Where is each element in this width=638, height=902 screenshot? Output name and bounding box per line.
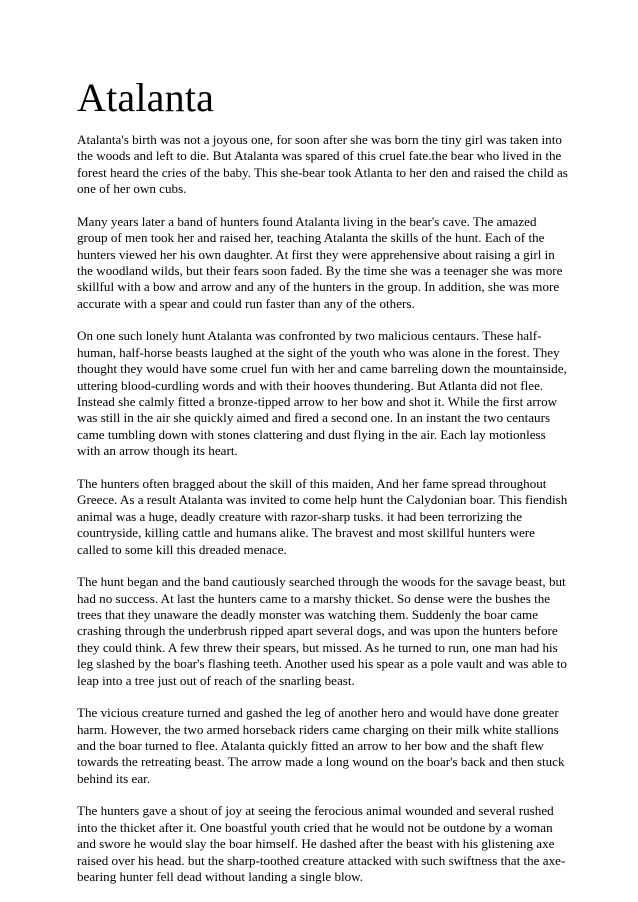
paragraph-calydonian-boar: The hunters often bragged about the skill of this maiden, And her fame spread throughout Greece. As a result Atalanta was invited to come help hunt the Calydonian boar. This fiendish animal was a huge, deadly creature with razor-sharp tusks. it had been terrorizing the countryside, killing cattle and humans alike. The bravest and most skillful hunters were called to some kill this dreaded menace. xyxy=(77,475,568,557)
paragraph-hunt-begins: The hunt began and the band cautiously searched through the woods for the savage beast, but had no success. At last the hunters came to a marshy thicket. So dense were the bushes the trees that they unaware the deadly monster was watching them. Suddenly the boar came crashing through the underbrush ripped apart several dogs, and was upon the hunters before they could think. A few threw their spears, but missed. As he turned to run, one man had his leg slashed by the boar's flashing teeth. Another used his spear as a pole vault and was able to leap into a tree just out of reach of the snarling beast. xyxy=(77,574,567,688)
page-title: Atalanta xyxy=(77,75,215,120)
paragraph-hunters: Many years later a band of hunters found Atalanta living in the bear's cave. The amazed group of men took her and raised her, teaching Atalanta the skills of the hunt. Each of the hunters viewed her his own daughter. At first they were apprehensive about raising a girl in the woodland wilds, but their fears soon faded. By the time she was a teenager she was more skillful with a bow and arrow and any of the hunters in the group. In addition, she was more accurate with a spear and could run faster than any of the others. xyxy=(77,213,563,311)
paragraph-boastful-youth: The hunters gave a shout of joy at seeing the ferocious animal wounded and several rushed into the thicket after it. One boastful youth cried that he would not be outdone by a woman and swore he would slay the boar himself. He dashed after the beast with his glistening axe raised over his head. but the sharp-toothed creature attacked with such swiftness that the axe-bearing hunter fell dead without landing a single blow. xyxy=(77,803,566,884)
paragraph-boar-wounded: The vicious creature turned and gashed the leg of another hero and would have done greater harm. However, the two armed horseback riders came charging on their milk white stallions and the boar turned to flee. Atalanta quickly fitted an arrow to her bow and the shaft flew towards the retreating beast. The arrow made a long wound on the boar's back and then stuck behind its ear. xyxy=(77,705,565,786)
paragraph-centaurs: On one such lonely hunt Atalanta was confronted by two malicious centaurs. These half-human, half-horse beasts laughed at the sight of the youth who was alone in the forest. They thought they would have some cruel fun with her and came barreling down the mountainside, uttering blood-curdling words and with their hooves thundering. But Atlanta did not flee. Instead she calmly fitted a bronze-tipped arrow to her bow and shot it. While the first arrow was still in the air she quickly aimed and fired a second one. In an instant the two centaurs came tumbling down with stones clattering and dust flying in the air. Each lay motionless with an arrow though its heart. xyxy=(77,328,567,459)
paragraph-birth: Atalanta's birth was not a joyous one, for soon after she was born the tiny girl was taken into the woods and left to die. But Atalanta was spared of this cruel fate.the bear who lived in the forest heard the cries of the baby. This she-bear took Atlanta to her den and raised the child as one of her own cubs. xyxy=(77,132,568,197)
